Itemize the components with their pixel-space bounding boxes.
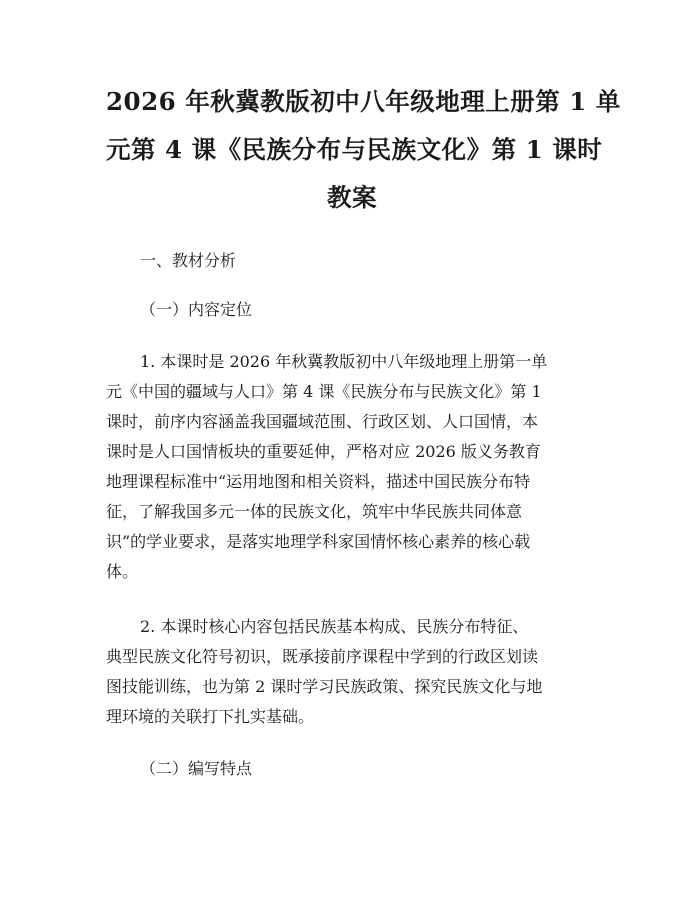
document-title — [106, 78, 621, 222]
subsection-heading-writing-features: （二）编写特点 — [140, 759, 253, 778]
paragraph-1-line: 征，了解我国多元一体的民族文化，筑牢中华民族共同体意 — [106, 502, 523, 521]
paragraph-1-line: 课时，前序内容涵盖我国疆域范围、行政区划、人口国情，本 — [106, 412, 539, 431]
paragraph-1-line: 课时是人口国情板块的重要延伸，严格对应 2026 版义务教育 — [106, 442, 541, 461]
title-line-2: 元第 4 课《民族分布与民族文化》第 1 课时 — [106, 135, 603, 164]
paragraph-1 — [106, 347, 598, 587]
paragraph-2-line: 2. 本课时核心内容包括民族基本构成、民族分布特征、 — [140, 617, 529, 636]
subsection-heading-content-position: （一）内容定位 — [140, 300, 253, 319]
paragraph-1-line: 元《中国的疆域与人口》第 4 课《民族分布与民族文化》第 1 — [106, 382, 542, 401]
paragraph-2 — [106, 612, 598, 732]
document-body — [106, 249, 598, 781]
title-line-1: 2026 年秋冀教版初中八年级地理上册第 1 单 — [106, 87, 621, 116]
paragraph-1-line: 体。 — [106, 562, 139, 581]
paragraph-1-line: 地理课程标准中“运用地图和相关资料，描述中国民族分布特 — [106, 472, 531, 491]
paragraph-1-line: 1. 本课时是 2026 年秋冀教版初中八年级地理上册第一单 — [140, 352, 548, 371]
paragraph-2-line: 图技能训练，也为第 2 课时学习民族政策、探究民族文化与地 — [106, 677, 543, 696]
paragraph-2-line: 理环境的关联打下扎实基础。 — [106, 707, 315, 726]
section-heading-material-analysis: 一、教材分析 — [140, 251, 237, 270]
title-line-3: 教案 — [327, 183, 377, 212]
paragraph-1-line: 识”的学业要求，是落实地理学科家国情怀核心素养的核心载 — [106, 532, 531, 551]
paragraph-2-line: 典型民族文化符号初识，既承接前序课程中学到的行政区划读 — [106, 647, 539, 666]
